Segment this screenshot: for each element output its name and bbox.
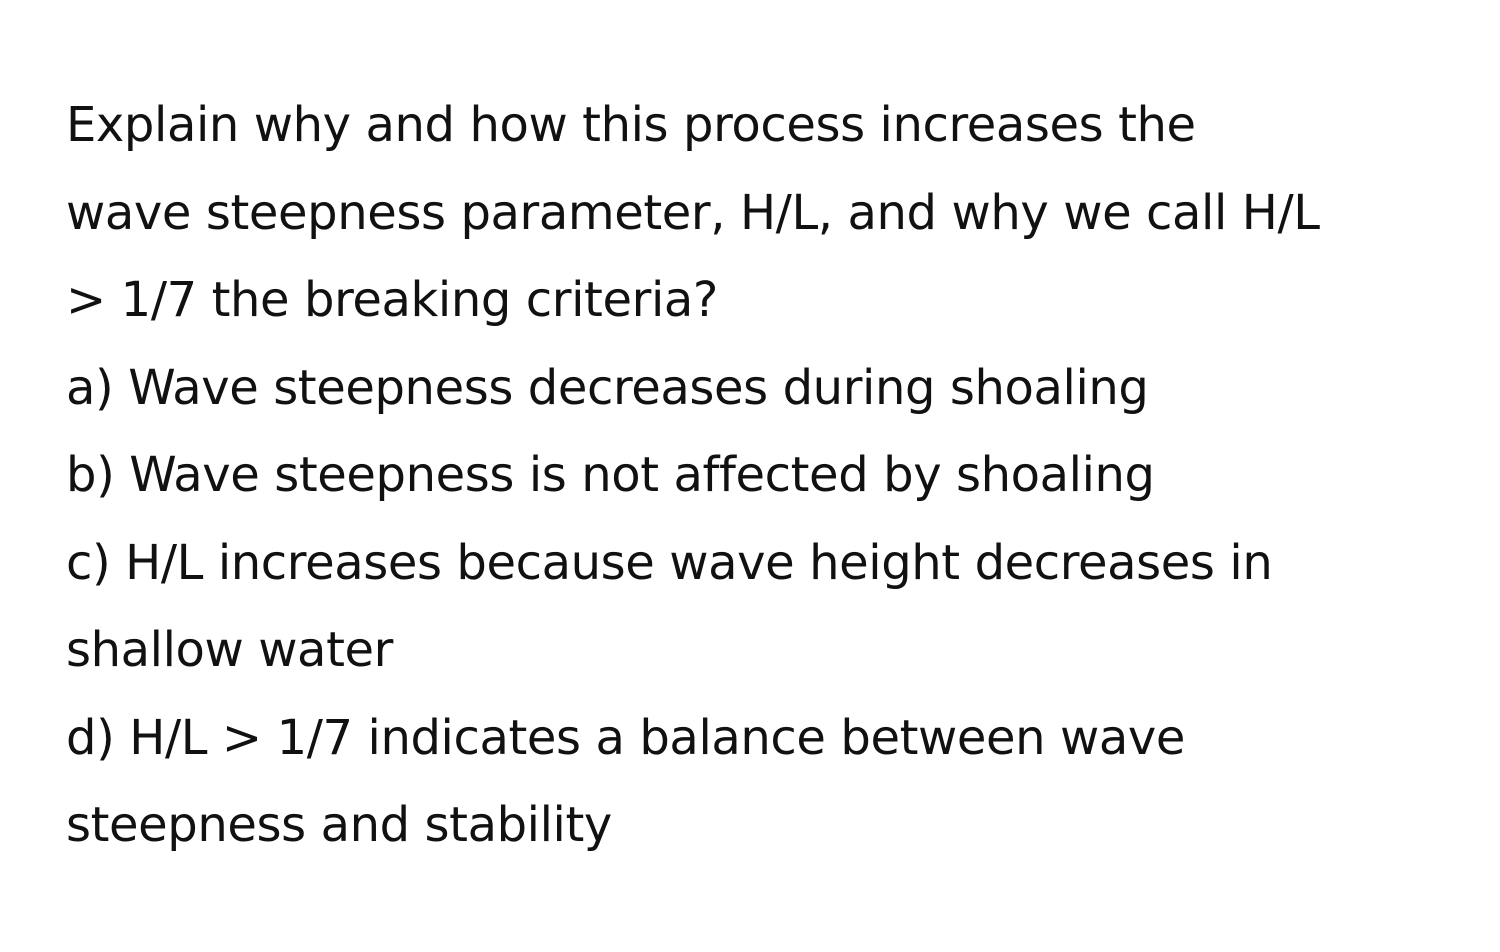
option-a <box>66 345 1456 433</box>
option-line: a) Wave steepness decreases during shoaling <box>66 359 1149 416</box>
option-d <box>66 695 1456 870</box>
option-line: shallow water <box>66 622 393 678</box>
option-line: d) H/L > 1/7 indicates a balance between wave <box>66 709 1186 766</box>
question-line: > 1/7 the breaking criteria? <box>66 272 718 328</box>
question-line: Explain why and how this process increases the <box>66 97 1196 153</box>
option-line: c) H/L increases because wave height decreases in <box>66 534 1273 591</box>
question-text <box>66 82 1456 345</box>
question-line: wave steepness parameter, H/L, and why we call H/L <box>66 184 1320 241</box>
option-line: b) Wave steepness is not affected by shoaling <box>66 447 1155 503</box>
option-b <box>66 432 1456 520</box>
option-c <box>66 520 1456 695</box>
question-block <box>66 82 1456 870</box>
option-line: steepness and stability <box>66 797 612 853</box>
